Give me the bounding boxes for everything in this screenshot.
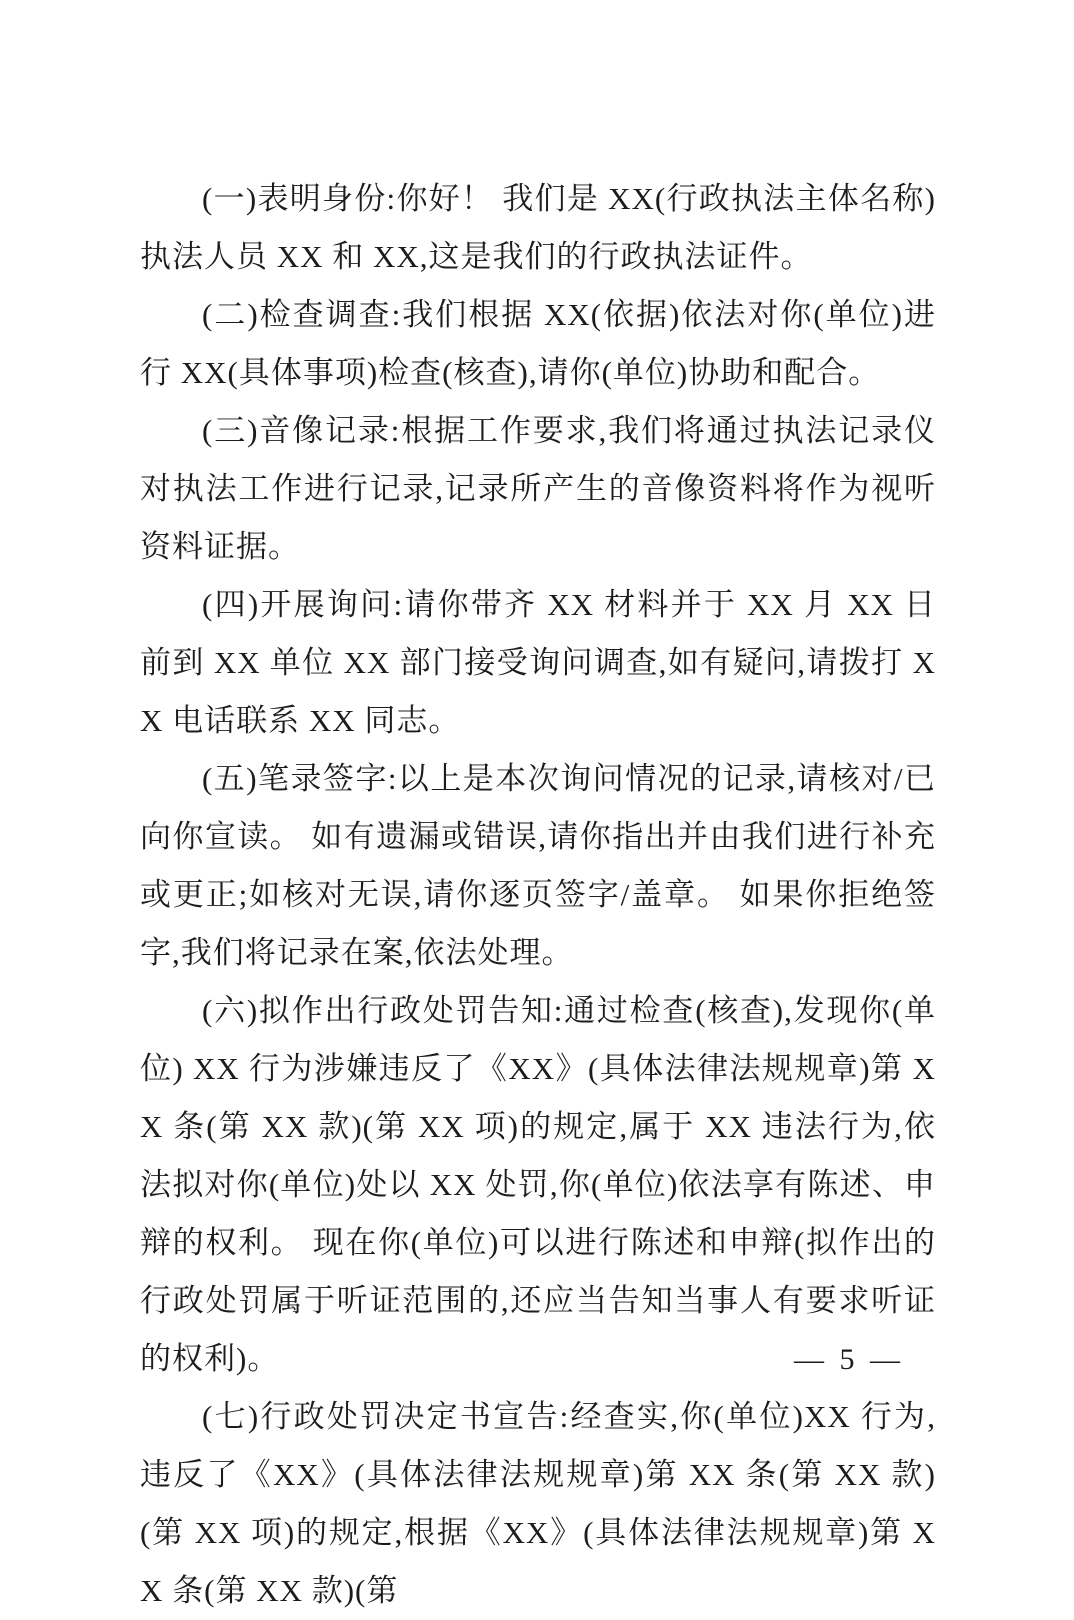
paragraph-3-recording: (三)音像记录:根据工作要求,我们将通过执法记录仪对执法工作进行记录,记录所产生的音像资料将作为视听资料证据。 [140,413,936,564]
paragraph-2-inspection: (二)检查调查:我们根据 XX(依据)依法对你(单位)进行 XX(具体事项)检查(核查),请你(单位)协助和配合。 [140,297,936,390]
page-footer [140,1343,936,1377]
paragraph-7-penalty-decision: (七)行政处罚决定书宣告:经查实,你(单位)XX 行为,违反了《XX》(具体法律法规规章)第 XX 条(第 XX 款)(第 XX 项)的规定,根据《XX》(具体法律法规规章)第 XX 条(第 XX 款)(第 [140,1399,936,1608]
document-body [140,170,936,1620]
paragraph-6-penalty-notice: (六)拟作出行政处罚告知:通过检查(核查),发现你(单位) XX 行为涉嫌违反了《XX》(具体法律法规规章)第 XX 条(第 XX 款)(第 XX 项)的规定,属于 XX 违法行为,依法拟对你(单位)处以 XX 处罚,你(单位)依法享有陈述、申辩的权利。 现在你(单位)可以进行陈述和申辩(拟作出的行政处罚属于听证范围的,还应当告知当事人有要求听证的权利)。 [140,993,936,1376]
page-number: — 5 — [794,1343,904,1376]
paragraph-5-signature: (五)笔录签字:以上是本次询问情况的记录,请核对/已向你宣读。 如有遗漏或错误,请你指出并由我们进行补充或更正;如核对无误,请你逐页签字/盖章。 如果你拒绝签字,我们将记录在案,依法处理。 [140,761,936,970]
paragraph-4-inquiry: (四)开展询问:请你带齐 XX 材料并于 XX 月 XX 日前到 XX 单位 XX 部门接受询问调查,如有疑问,请拨打 XX 电话联系 XX 同志。 [140,587,936,738]
paragraph-1-identity: (一)表明身份:你好！ 我们是 XX(行政执法主体名称)执法人员 XX 和 XX,这是我们的行政执法证件。 [140,181,936,274]
